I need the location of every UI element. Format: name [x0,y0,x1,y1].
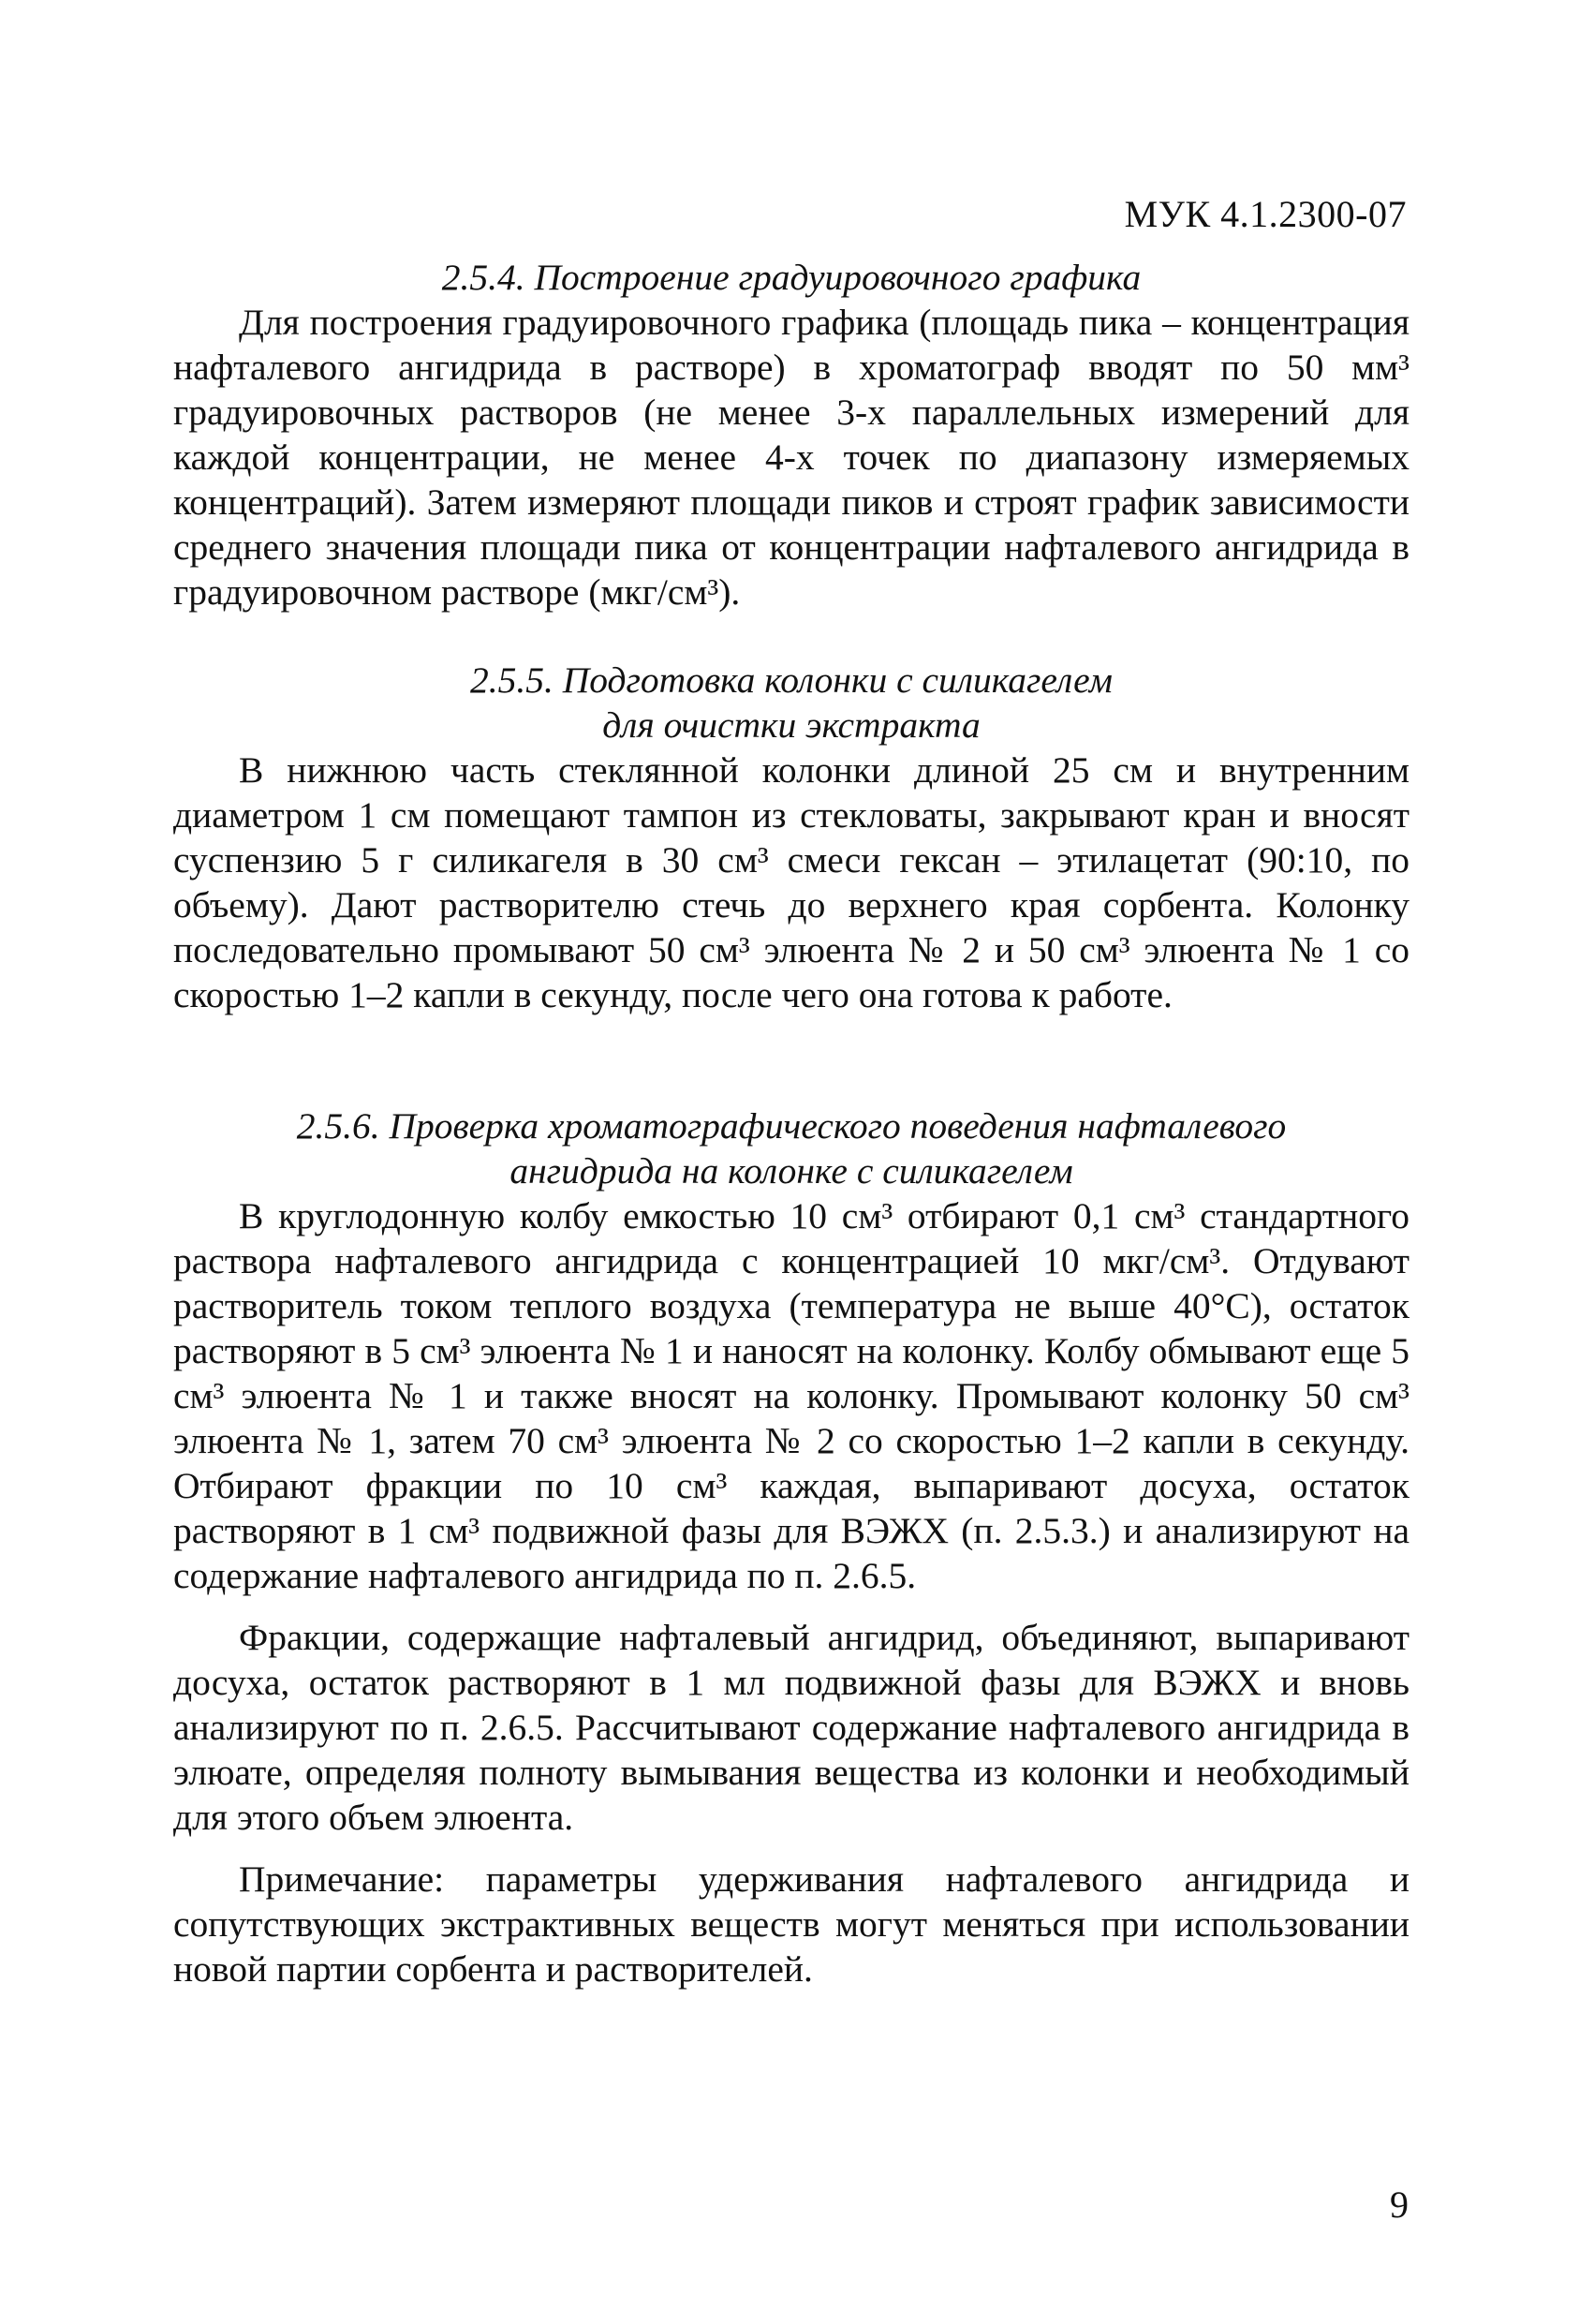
section-title: 2.5.5. Подготовка колонки с силикагелем [470,659,1113,701]
document-body [173,255,1410,1991]
section-title: 2.5.6. Проверка хроматографического поведения нафталевого [296,1105,1287,1147]
section-2-5-4 [173,255,1410,614]
paragraph: Фракции, содержащие нафталевый ангидрид, объединяют, выпаривают досуха, остаток растворяют в 1 мл подвижной фазы для ВЭЖХ и вновь анализируют по п. 2.6.5. Рассчитывают содержание нафталевого ангидрида в элюате, определяя полноту вымывания вещества из колонки и необходимый для этого объем элюента. [173,1617,1410,1838]
paragraph: В нижнюю часть стеклянной колонки длиной 25 см и внутренним диаметром 1 см помещают тампон из стекловаты, закрывают кран и вносят суспензию 5 г силикагеля в 30 см³ смеси гексан – этилацетат (90:10, по объему). Дают растворителю стечь до верхнего края сорбента. Колонку последовательно промывают 50 см³ элюента № 2 и 50 см³ элюента № 1 со скоростью 1–2 капли в секунду, после чего она готова к работе. [173,749,1410,1015]
section-title-continued: ангидрида на колонке с силикагелем [509,1150,1073,1192]
document-code: МУК 4.1.2300-07 [1124,193,1407,235]
note-paragraph: Примечание: параметры удерживания нафталевого ангидрида и сопутствующих экстрактивных веществ могут меняться при использовании новой партии сорбента и растворителей. [173,1858,1410,1990]
paragraph: Для построения градуировочного графика (площадь пика – концентрация нафталевого ангидрида в растворе) в хроматограф вводят по 50 мм³ градуировочных растворов (не менее 3-х параллельных измерений для каждой концентрации, не менее 4-х точек по диапазону измеряемых концентраций). Затем измеряют площади пиков и строят график зависимости среднего значения площади пика от концентрации нафталевого ангидрида в градуировочном растворе (мкг/см³). [173,302,1410,613]
section-title-continued: для очистки экстракта [602,704,981,746]
section-title: 2.5.4. Построение градуировочного графика [441,257,1142,298]
page-number: 9 [1390,2183,1409,2226]
section-2-5-5 [173,658,1410,1017]
paragraph: В круглодонную колбу емкостью 10 см³ отбирают 0,1 см³ стандартного раствора нафталевого ангидрида с концентрацией 10 мкг/см³. Отдувают растворитель током теплого воздуха (температура не выше 40°С), остаток растворяют в 5 см³ элюента № 1 и наносят на колонку. Колбу обмывают еще 5 см³ элюента № 1 и также вносят на колонку. Промывают колонку 50 см³ элюента № 1, затем 70 см³ элюента № 2 со скоростью 1–2 капли в секунду. Отбирают фракции по 10 см³ каждая, выпаривают досуха, остаток растворяют в 1 см³ подвижной фазы для ВЭЖХ (п. 2.5.3.) и анализируют на содержание нафталевого ангидрида по п. 2.6.5. [173,1195,1410,1596]
section-2-5-6 [173,1103,1410,1991]
